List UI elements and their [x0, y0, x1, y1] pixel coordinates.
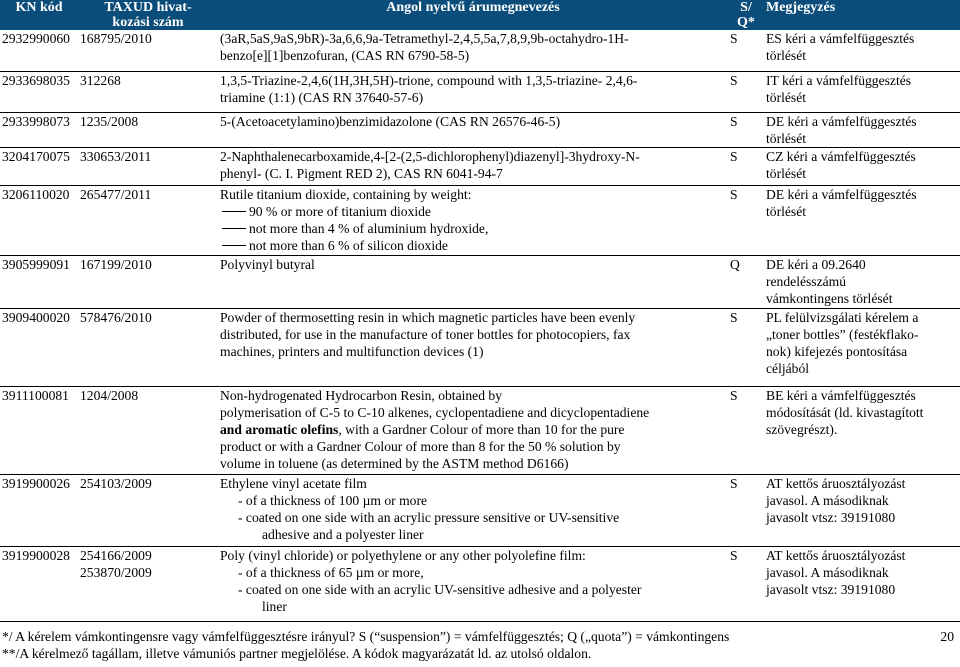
footer-text-1: */ A kérelem vámkontingensre vagy vámfelfüggesztésre irányul? S (“suspension”) = vámfelfüggesztés; Q („quota”) = vámkontingens — [2, 629, 730, 644]
note-cell — [764, 71, 960, 112]
note-line: BE kéri a vámfelfüggesztés — [766, 387, 916, 403]
product-description-cell — [218, 71, 728, 112]
description-text: adhesive and a polyester liner — [262, 526, 424, 542]
s-q-flag: S — [730, 186, 738, 202]
taxud-ref: 253870/2009 — [80, 564, 152, 580]
description-line — [220, 404, 726, 421]
description-line — [220, 564, 726, 581]
taxud-ref-cell — [78, 112, 218, 147]
description-text: Rutile titanium dioxide, containing by weight: — [220, 186, 472, 202]
s-q-cell — [728, 474, 764, 546]
s-q-flag: S — [730, 72, 738, 88]
description-text: distributed, for use in the manufacture of toner bottles for photocopiers, fax — [220, 326, 631, 342]
description-text: product or with a Gardner Colour of more than 8 for the 50 % solution by — [220, 438, 621, 454]
description-line — [220, 455, 726, 472]
description-text: polymerisation of C-5 to C-10 alkenes, cyclopentadiene and dicyclopentadiene — [220, 404, 650, 420]
description-line — [220, 89, 726, 106]
note-line: szövegrészt). — [766, 421, 838, 437]
kn-code-cell — [0, 474, 78, 546]
description-line — [220, 438, 726, 455]
note-line: nok) kifejezés pontosítása — [766, 343, 908, 359]
taxud-ref: 330653/2011 — [80, 148, 152, 164]
product-description-cell — [218, 308, 728, 386]
description-line — [220, 165, 726, 182]
note-line: javasol. A másodiknak — [766, 564, 889, 580]
description-text: triamine (1:1) (CAS RN 37640-57-6) — [220, 89, 424, 105]
description-line — [220, 309, 726, 326]
taxud-ref: 254166/2009 — [80, 547, 152, 563]
s-q-flag: S — [730, 113, 738, 129]
header-product-name: Angol nyelvű árumegnevezés — [218, 0, 728, 30]
kn-code: 3919900028 — [2, 547, 70, 563]
s-q-cell — [728, 546, 764, 621]
description-text: volume in toluene (as determined by the ASTM method D6166) — [220, 455, 569, 471]
table-row — [0, 112, 960, 147]
dash-marker — [222, 228, 246, 229]
taxud-ref-cell — [78, 185, 218, 255]
description-text: - of a thickness of 65 µm or more, — [238, 564, 424, 580]
s-q-cell — [728, 30, 764, 71]
note-line: vámkontingens törlését — [766, 290, 893, 306]
kn-code-cell — [0, 147, 78, 185]
note-cell — [764, 185, 960, 255]
s-q-cell — [728, 308, 764, 386]
taxud-ref-cell — [78, 147, 218, 185]
table-row — [0, 147, 960, 185]
description-line — [220, 47, 726, 64]
table-row — [0, 386, 960, 474]
description-text: Powder of thermosetting resin in which magnetic particles have been evenly — [220, 309, 636, 325]
description-text: Polyvinyl butyral — [220, 256, 315, 272]
taxud-ref: 254103/2009 — [80, 475, 152, 491]
s-q-flag: S — [730, 547, 738, 563]
note-line: „toner bottles” (festékflako- — [766, 326, 919, 342]
taxud-ref: 1235/2008 — [80, 113, 139, 129]
page-number: 20 — [940, 629, 954, 644]
description-line — [220, 148, 726, 165]
description-text: phenyl- (C. I. Pigment RED 2), CAS RN 6041-94-7 — [220, 165, 503, 181]
note-line: rendelésszámú — [766, 273, 847, 289]
product-description-cell — [218, 147, 728, 185]
description-text: - coated on one side with an acrylic pressure sensitive or UV-sensitive — [238, 509, 620, 525]
note-line: DE kéri a vámfelfüggesztés — [766, 186, 917, 202]
description-text: , with a Gardner Colour of more than 10 for the pure — [338, 421, 625, 437]
description-line — [220, 203, 726, 220]
description-text: liner — [262, 598, 287, 614]
s-q-cell — [728, 71, 764, 112]
description-line — [220, 475, 726, 492]
taxud-ref-cell — [78, 308, 218, 386]
note-line: IT kéri a vámfelfüggesztés — [766, 72, 912, 88]
header-note: Megjegyzés — [764, 0, 960, 30]
s-q-cell — [728, 112, 764, 147]
note-line: javasolt vtsz: 39191080 — [766, 509, 896, 525]
description-line — [220, 387, 726, 404]
s-q-cell — [728, 185, 764, 255]
kn-code-cell — [0, 546, 78, 621]
description-text: 90 % or more of titanium dioxide — [249, 203, 431, 219]
taxud-ref-cell — [78, 30, 218, 71]
footer-note-1 — [0, 628, 960, 645]
dash-marker — [222, 211, 246, 212]
note-line: törlését — [766, 203, 807, 219]
description-line — [220, 237, 726, 254]
note-line: DE kéri a 09.2640 — [766, 256, 866, 272]
description-line — [220, 326, 726, 343]
kn-code-cell — [0, 386, 78, 474]
kn-code: 2932990060 — [2, 31, 70, 46]
taxud-ref-cell — [78, 386, 218, 474]
header-kn-code: KN kód — [0, 0, 78, 30]
kn-code: 2933698035 — [2, 72, 70, 88]
description-line — [220, 113, 726, 130]
note-line: törlését — [766, 48, 807, 63]
s-q-cell — [728, 255, 764, 308]
table-row — [0, 546, 960, 621]
description-text: Ethylene vinyl acetate film — [220, 475, 367, 491]
description-line — [220, 547, 726, 564]
kn-code-cell — [0, 30, 78, 71]
header-taxud-ref: TAXUD hivat- kozási szám — [78, 0, 218, 30]
product-description-cell — [218, 386, 728, 474]
note-line: AT kettős áruosztályozást — [766, 547, 906, 563]
kn-code: 3919900026 — [2, 475, 70, 491]
note-cell — [764, 255, 960, 308]
s-q-flag: S — [730, 475, 738, 491]
taxud-ref: 578476/2010 — [80, 309, 152, 325]
description-text: Poly (vinyl chloride) or polyethylene or any other polyolefine film: — [220, 547, 586, 563]
table-row — [0, 255, 960, 308]
note-line: javasol. A másodiknak — [766, 492, 889, 508]
kn-code: 3206110020 — [2, 186, 70, 202]
table-row — [0, 474, 960, 546]
description-line — [220, 256, 726, 273]
s-q-flag: S — [730, 148, 738, 164]
table-body — [0, 30, 960, 621]
kn-code: 3905999091 — [2, 256, 70, 272]
description-text: - coated on one side with an acrylic UV-sensitive adhesive and a polyester — [238, 581, 642, 597]
table-row — [0, 30, 960, 71]
description-text: not more than 6 % of silicon dioxide — [249, 237, 448, 253]
kn-code-cell — [0, 255, 78, 308]
description-text: not more than 4 % of aluminium hydroxide, — [249, 220, 489, 236]
description-line — [220, 581, 726, 598]
description-text: 2-Naphthalenecarboxamide,4-[2-(2,5-dichlorophenyl)diazenyl]-3hydroxy-N- — [220, 148, 640, 164]
note-line: törlését — [766, 165, 807, 181]
taxud-ref: 312268 — [80, 72, 121, 88]
table-row — [0, 71, 960, 112]
s-q-flag: Q — [730, 256, 740, 272]
note-line: DE kéri a vámfelfüggesztés — [766, 113, 917, 129]
taxud-ref-cell — [78, 546, 218, 621]
taxud-ref: 167199/2010 — [80, 256, 152, 272]
dash-marker — [222, 245, 246, 246]
description-text: benzo[e][1]benzofuran, (CAS RN 6790-58-5) — [220, 48, 470, 63]
table-header-row — [0, 0, 960, 30]
s-q-cell — [728, 147, 764, 185]
description-text: 5-(Acetoacetylamino)benzimidazolone (CAS RN 26576-46-5) — [220, 113, 561, 129]
description-line — [220, 421, 726, 438]
description-text: (3aR,5aS,9aS,9bR)-3a,6,6,9a-Tetramethyl-2,4,5,5a,7,8,9,9b-octahydro-1H- — [220, 31, 629, 46]
description-line — [220, 492, 726, 509]
product-description-cell — [218, 546, 728, 621]
kn-code-cell — [0, 71, 78, 112]
description-line — [220, 186, 726, 203]
kn-code: 3909400020 — [2, 309, 70, 325]
footer-note-2: **/A kérelmező tagállam, illetve vámuniós partner megjelölése. A kódok magyarázatát ld. az utolsó oldalon. — [2, 646, 592, 661]
note-line: törlését — [766, 130, 807, 146]
note-cell — [764, 308, 960, 386]
note-cell — [764, 112, 960, 147]
s-q-flag: S — [730, 309, 738, 325]
note-cell — [764, 30, 960, 71]
note-cell — [764, 386, 960, 474]
taxud-ref-cell — [78, 71, 218, 112]
note-line: módosítását (ld. kivastagított — [766, 404, 924, 420]
note-line: CZ kéri a vámfelfüggesztés — [766, 148, 916, 164]
description-line — [220, 598, 726, 615]
product-description-cell — [218, 30, 728, 71]
note-cell — [764, 147, 960, 185]
product-description-cell — [218, 255, 728, 308]
kn-code-cell — [0, 185, 78, 255]
kn-code: 3911100081 — [2, 387, 69, 403]
note-line: AT kettős áruosztályozást — [766, 475, 906, 491]
note-line: céljából — [766, 360, 810, 376]
description-line — [220, 30, 726, 47]
note-cell — [764, 546, 960, 621]
kn-code-cell — [0, 308, 78, 386]
taxud-ref-cell — [78, 474, 218, 546]
note-line: ES kéri a vámfelfüggesztés — [766, 31, 915, 46]
note-cell — [764, 474, 960, 546]
description-text: Non-hydrogenated Hydrocarbon Resin, obtained by — [220, 387, 502, 403]
note-line: törlését — [766, 89, 807, 105]
description-text: 1,3,5-Triazine-2,4,6(1H,3H,5H)-trione, compound with 1,3,5-triazine- 2,4,6- — [220, 72, 638, 88]
product-description-cell — [218, 185, 728, 255]
product-description-cell — [218, 112, 728, 147]
note-line: javasolt vtsz: 39191080 — [766, 581, 896, 597]
description-line — [220, 220, 726, 237]
s-q-cell — [728, 386, 764, 474]
description-text: - of a thickness of 100 µm or more — [238, 492, 428, 508]
kn-code: 2933998073 — [2, 113, 70, 129]
bold-modified-text: and aromatic olefins — [220, 421, 339, 437]
description-line — [220, 509, 726, 526]
description-text: machines, printers and multifunction devices (1) — [220, 343, 484, 359]
kn-code-cell — [0, 112, 78, 147]
description-line — [220, 72, 726, 89]
kn-code: 3204170075 — [2, 148, 70, 164]
note-line: PL felülvizsgálati kérelem a — [766, 309, 919, 325]
taxud-ref: 265477/2011 — [80, 186, 152, 202]
table-row — [0, 185, 960, 255]
taxud-ref: 168795/2010 — [80, 31, 152, 46]
taxud-ref: 1204/2008 — [80, 387, 139, 403]
s-q-flag: S — [730, 31, 738, 46]
description-line — [220, 343, 726, 360]
table-row — [0, 308, 960, 386]
product-description-cell — [218, 474, 728, 546]
s-q-flag: S — [730, 387, 738, 403]
description-line — [220, 526, 726, 543]
header-s-q: S/ Q* — [728, 0, 764, 30]
taxud-ref-cell — [78, 255, 218, 308]
page-footer — [0, 628, 960, 662]
